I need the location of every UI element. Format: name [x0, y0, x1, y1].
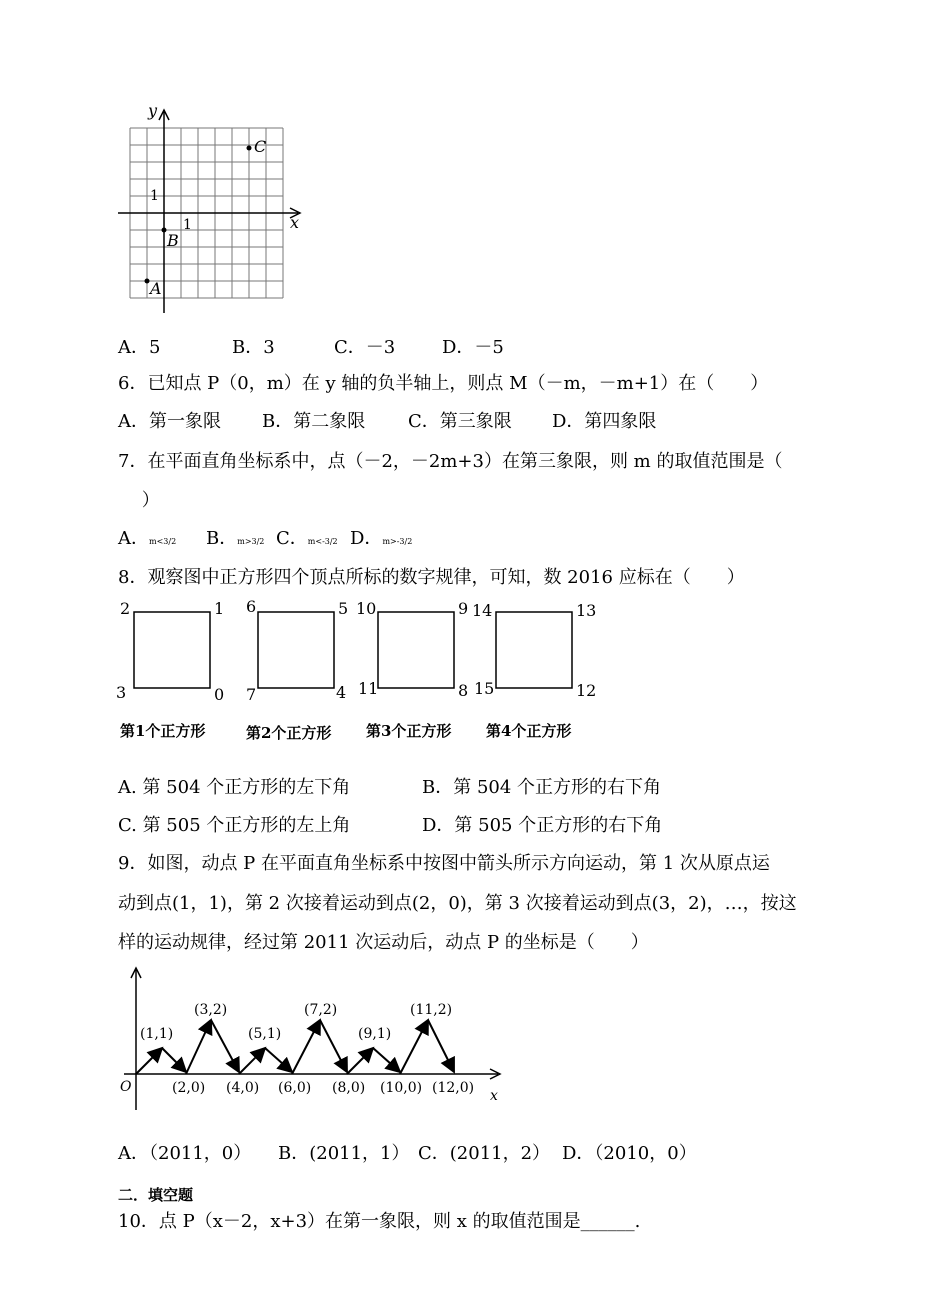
q7-stem-line2: ） [118, 490, 160, 511]
top-label-5: (9,1) [358, 1026, 392, 1042]
bottom-label-5: (10,0) [380, 1080, 423, 1096]
q7-option-a: A． [118, 528, 149, 549]
q8-option-b: B．第 504 个正方形的右下角 [422, 777, 662, 798]
x-unit-label: 1 [183, 217, 192, 233]
q9-option-a: A．（2011，0） [118, 1143, 252, 1164]
x-axis-label: x [290, 213, 300, 232]
sq2-tr: 5 [338, 599, 349, 618]
sq1-tl: 2 [120, 599, 131, 618]
square-4 [496, 612, 572, 688]
q5-option-d: D．－5 [442, 337, 504, 358]
sq4-br: 12 [576, 681, 597, 700]
sq4-tl: 14 [472, 601, 493, 620]
q7-option-d-value: m>-3/2 [382, 537, 413, 546]
q8-option-d: D．第 505 个正方形的右下角 [422, 815, 663, 836]
bottom-label-3: (6,0) [278, 1080, 312, 1096]
sq2-caption: 第2个正方形 [246, 724, 332, 742]
sq3-bl: 11 [358, 679, 379, 698]
sq1-caption: 第1个正方形 [120, 722, 206, 740]
q10-stem: 10．点 P（x－2，x+3）在第一象限，则 x 的取值范围是______. [118, 1211, 641, 1232]
square-3 [378, 612, 454, 688]
q6-option-c: C．第三象限 [408, 411, 512, 432]
q7-option-c: C． [276, 528, 308, 549]
square-2 [258, 612, 334, 688]
q7-option-b: B． [206, 528, 238, 549]
q7-option-c-value: m<-3/2 [307, 537, 338, 546]
y-unit-label: 1 [150, 188, 159, 204]
point-b-label: B [167, 231, 179, 250]
q9-x-label: x [490, 1088, 498, 1104]
bottom-label-4: (8,0) [332, 1080, 366, 1096]
q9-stem-line1: 9．如图，动点 P 在平面直角坐标系中按图中箭头所示方向运动，第 1 次从原点运 [118, 853, 770, 874]
q9-option-d: D．（2010，0） [562, 1143, 697, 1164]
q6-option-d: D．第四象限 [552, 411, 657, 432]
sq3-tl: 10 [356, 599, 377, 618]
q9-motion-figure [110, 964, 530, 1120]
point-c [247, 146, 252, 151]
q9-stem-line2: 动到点(1，1)，第 2 次接着运动到点(2，0)，第 3 次接着运动到点(3，2)，…，按这 [118, 893, 797, 914]
q7-stem-line1: 7．在平面直角坐标系中，点（－2，－2m+3）在第三象限，则 m 的取值范围是（ [118, 451, 783, 472]
sq3-tr: 9 [458, 599, 469, 618]
q5-option-b: B．3 [232, 337, 275, 358]
top-label-3: (5,1) [248, 1026, 282, 1042]
q5-option-c: C．－3 [334, 337, 396, 358]
q7-option-b-value: m>3/2 [237, 537, 265, 546]
sq4-caption: 第4个正方形 [486, 722, 572, 740]
q7-option-d: D． [350, 528, 383, 549]
q7-option-a-value: m<3/2 [149, 537, 177, 546]
q8-option-c: C. 第 505 个正方形的左上角 [118, 815, 351, 836]
bottom-label-1: (2,0) [172, 1080, 206, 1096]
sq1-bl: 3 [116, 683, 127, 702]
point-b [162, 228, 167, 233]
sq1-tr: 1 [214, 599, 225, 618]
q6-option-a: A．第一象限 [118, 411, 221, 432]
point-c-label: C [254, 137, 267, 156]
origin-label: O [120, 1079, 132, 1095]
bottom-label-2: (4,0) [226, 1080, 260, 1096]
sq2-br: 4 [336, 683, 347, 702]
point-a [145, 279, 150, 284]
q6-option-b: B．第二象限 [262, 411, 366, 432]
sq1-br: 0 [214, 685, 225, 704]
coordinate-grid-figure [110, 98, 310, 318]
top-label-2: (3,2) [194, 1002, 228, 1018]
sq2-tl: 6 [246, 597, 257, 616]
sq3-br: 8 [458, 681, 469, 700]
q9-option-b: B．(2011，1） [278, 1143, 410, 1164]
top-label-6: (11,2) [410, 1002, 453, 1018]
q8-option-a: A. 第 504 个正方形的左下角 [118, 777, 351, 798]
q8-squares-figure [110, 596, 610, 746]
sq4-tr: 13 [576, 601, 597, 620]
q9-option-c: C．(2011，2） [418, 1143, 551, 1164]
q9-stem-line3: 样的运动规律，经过第 2011 次运动后，动点 P 的坐标是（ ） [118, 932, 649, 953]
bottom-label-6: (12,0) [432, 1080, 475, 1096]
top-label-1: (1,1) [140, 1026, 174, 1042]
q8-stem: 8．观察图中正方形四个顶点所标的数字规律，可知，数 2016 应标在（ ） [118, 567, 745, 588]
sq3-caption: 第3个正方形 [366, 722, 452, 740]
q5-option-a: A．5 [118, 337, 161, 358]
point-a-label: A [150, 279, 162, 298]
square-1 [134, 612, 210, 688]
sq4-bl: 15 [474, 679, 495, 698]
sq2-bl: 7 [246, 685, 257, 704]
section-2-title: 二．填空题 [118, 1186, 194, 1204]
y-axis-label: y [148, 101, 158, 120]
q6-stem: 6．已知点 P（0，m）在 y 轴的负半轴上，则点 M（－m，－m+1）在（ ） [118, 373, 769, 394]
top-label-4: (7,2) [304, 1002, 338, 1018]
